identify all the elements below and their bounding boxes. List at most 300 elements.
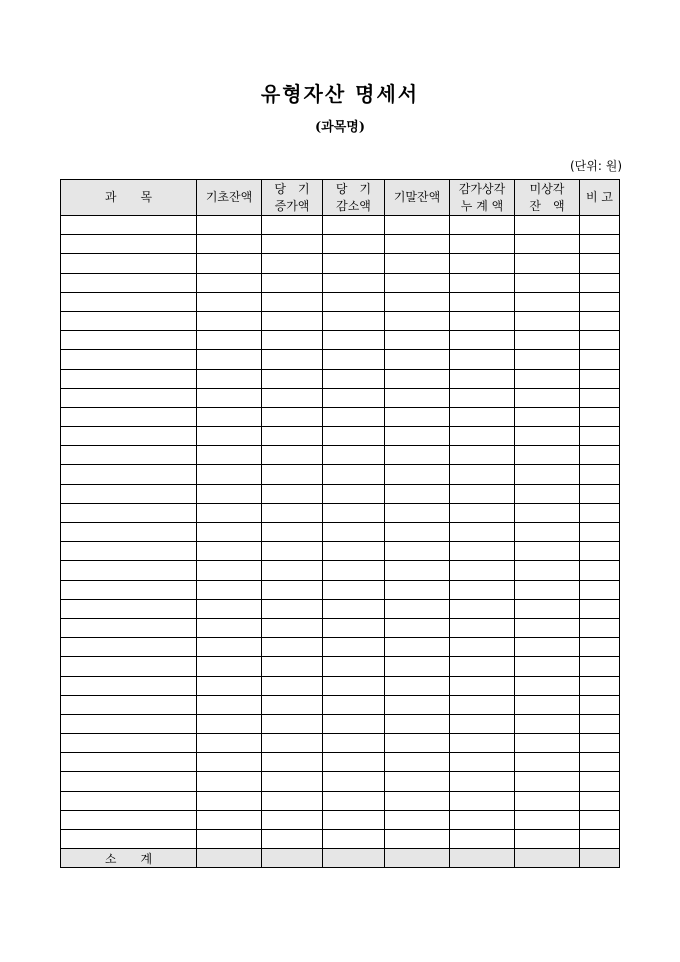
table-cell[interactable]: [450, 523, 515, 542]
table-cell[interactable]: [323, 676, 385, 695]
table-cell[interactable]: [262, 273, 323, 292]
table-cell[interactable]: [450, 810, 515, 829]
table-cell[interactable]: [580, 388, 620, 407]
table-cell[interactable]: [197, 273, 262, 292]
table-cell[interactable]: [323, 523, 385, 542]
table-cell[interactable]: [197, 407, 262, 426]
table-cell[interactable]: [385, 427, 450, 446]
table-cell[interactable]: [61, 350, 197, 369]
table-cell[interactable]: [450, 273, 515, 292]
table-cell[interactable]: [262, 465, 323, 484]
table-cell[interactable]: [262, 388, 323, 407]
table-cell[interactable]: [197, 350, 262, 369]
table-cell[interactable]: [385, 273, 450, 292]
table-cell[interactable]: [197, 695, 262, 714]
table-cell[interactable]: [61, 235, 197, 254]
table-cell[interactable]: [515, 599, 580, 618]
table-cell[interactable]: [323, 734, 385, 753]
table-cell[interactable]: [580, 503, 620, 522]
header-undepreciated-balance-line2: 잔 액: [529, 198, 565, 213]
table-cell[interactable]: [450, 676, 515, 695]
table-cell[interactable]: [61, 830, 197, 849]
table-cell[interactable]: [580, 427, 620, 446]
subtotal-cell[interactable]: [450, 849, 515, 868]
table-cell[interactable]: [580, 618, 620, 637]
header-remarks: [580, 180, 620, 216]
table-cell[interactable]: [262, 427, 323, 446]
table-cell[interactable]: [385, 369, 450, 388]
table-cell[interactable]: [580, 599, 620, 618]
header-account-label: 과 목: [104, 190, 153, 204]
table-row: [61, 753, 620, 772]
table-row: [61, 292, 620, 311]
header-current-increase-line2: 증가액: [274, 198, 310, 213]
table-cell[interactable]: [450, 369, 515, 388]
table-cell[interactable]: [385, 503, 450, 522]
subtotal-cell[interactable]: [580, 849, 620, 868]
table-cell[interactable]: [450, 407, 515, 426]
table-row: [61, 407, 620, 426]
table-cell[interactable]: [450, 216, 515, 235]
table-cell[interactable]: [515, 331, 580, 350]
table-cell[interactable]: [197, 580, 262, 599]
table-cell[interactable]: [385, 292, 450, 311]
table-cell[interactable]: [515, 734, 580, 753]
table-cell[interactable]: [580, 580, 620, 599]
table-cell[interactable]: [323, 407, 385, 426]
table-cell[interactable]: [323, 254, 385, 273]
table-cell[interactable]: [515, 791, 580, 810]
table-cell[interactable]: [323, 599, 385, 618]
table-cell[interactable]: [323, 542, 385, 561]
table-cell[interactable]: [61, 676, 197, 695]
table-cell[interactable]: [262, 753, 323, 772]
table-row: [61, 695, 620, 714]
table-cell[interactable]: [450, 235, 515, 254]
table-cell[interactable]: [450, 580, 515, 599]
table-cell[interactable]: [323, 618, 385, 637]
table-cell[interactable]: [323, 484, 385, 503]
table-cell[interactable]: [515, 369, 580, 388]
table-cell[interactable]: [580, 273, 620, 292]
table-cell[interactable]: [323, 753, 385, 772]
table-cell[interactable]: [323, 830, 385, 849]
table-cell[interactable]: [323, 427, 385, 446]
table-cell[interactable]: [450, 427, 515, 446]
table-cell[interactable]: [515, 638, 580, 657]
table-cell[interactable]: [262, 810, 323, 829]
subtotal-cell[interactable]: [385, 849, 450, 868]
table-cell[interactable]: [61, 561, 197, 580]
table-cell[interactable]: [385, 523, 450, 542]
table-cell[interactable]: [385, 599, 450, 618]
table-cell[interactable]: [61, 292, 197, 311]
table-cell[interactable]: [323, 311, 385, 330]
subtotal-cell[interactable]: [323, 849, 385, 868]
table-cell[interactable]: [262, 734, 323, 753]
table-cell[interactable]: [61, 254, 197, 273]
table-row: [61, 254, 620, 273]
table-cell[interactable]: [197, 618, 262, 637]
table-cell[interactable]: [323, 292, 385, 311]
table-cell[interactable]: [262, 772, 323, 791]
table-cell[interactable]: [515, 273, 580, 292]
table-cell[interactable]: [385, 311, 450, 330]
table-cell[interactable]: [262, 791, 323, 810]
table-cell[interactable]: [61, 523, 197, 542]
table-cell[interactable]: [262, 446, 323, 465]
table-cell[interactable]: [450, 618, 515, 637]
table-cell[interactable]: [197, 714, 262, 733]
table-cell[interactable]: [385, 216, 450, 235]
table-cell[interactable]: [323, 561, 385, 580]
table-cell[interactable]: [197, 657, 262, 676]
table-cell[interactable]: [385, 753, 450, 772]
table-row: [61, 484, 620, 503]
table-cell[interactable]: [61, 638, 197, 657]
table-cell[interactable]: [385, 714, 450, 733]
table-cell[interactable]: [61, 657, 197, 676]
header-opening-balance: [197, 180, 262, 216]
table-cell[interactable]: [450, 830, 515, 849]
table-cell[interactable]: [580, 331, 620, 350]
table-cell[interactable]: [450, 503, 515, 522]
table-cell[interactable]: [450, 292, 515, 311]
table-cell[interactable]: [262, 618, 323, 637]
table-cell[interactable]: [61, 695, 197, 714]
table-cell[interactable]: [323, 350, 385, 369]
table-cell[interactable]: [515, 235, 580, 254]
table-cell[interactable]: [385, 561, 450, 580]
table-cell[interactable]: [61, 427, 197, 446]
table-cell[interactable]: [385, 465, 450, 484]
table-cell[interactable]: [61, 618, 197, 637]
table-cell[interactable]: [515, 580, 580, 599]
subtotal-cell[interactable]: [515, 849, 580, 868]
table-cell[interactable]: [385, 695, 450, 714]
table-cell[interactable]: [197, 734, 262, 753]
table-cell[interactable]: [197, 446, 262, 465]
table-cell[interactable]: [197, 676, 262, 695]
table-cell[interactable]: [197, 311, 262, 330]
table-cell[interactable]: [262, 542, 323, 561]
table-row: [61, 369, 620, 388]
table-cell[interactable]: [262, 714, 323, 733]
table-cell[interactable]: [197, 638, 262, 657]
table-cell[interactable]: [61, 446, 197, 465]
table-cell[interactable]: [197, 216, 262, 235]
table-cell[interactable]: [385, 657, 450, 676]
header-accumulated-depreciation-line2: 누 계 액: [460, 198, 504, 213]
table-cell[interactable]: [385, 638, 450, 657]
table-cell[interactable]: [450, 695, 515, 714]
table-cell[interactable]: [197, 599, 262, 618]
table-cell[interactable]: [197, 254, 262, 273]
table-cell[interactable]: [580, 791, 620, 810]
table-cell[interactable]: [515, 523, 580, 542]
table-cell[interactable]: [450, 561, 515, 580]
table-cell[interactable]: [580, 235, 620, 254]
table-cell[interactable]: [580, 292, 620, 311]
table-cell[interactable]: [197, 791, 262, 810]
table-cell[interactable]: [323, 216, 385, 235]
table-cell[interactable]: [262, 523, 323, 542]
subtotal-cell[interactable]: [197, 849, 262, 868]
table-cell[interactable]: [450, 465, 515, 484]
table-cell[interactable]: [385, 484, 450, 503]
table-cell[interactable]: [323, 235, 385, 254]
document-title: 유형자산 명세서: [260, 82, 420, 106]
table-cell[interactable]: [450, 484, 515, 503]
table-header-row: [61, 180, 620, 216]
subtotal-cell[interactable]: [262, 849, 323, 868]
table-cell[interactable]: [580, 657, 620, 676]
table-cell[interactable]: [323, 580, 385, 599]
table-cell[interactable]: [580, 638, 620, 657]
table-cell[interactable]: [580, 753, 620, 772]
table-cell[interactable]: [450, 542, 515, 561]
table-cell[interactable]: [323, 772, 385, 791]
table-cell[interactable]: [323, 273, 385, 292]
table-cell[interactable]: [61, 772, 197, 791]
table-cell[interactable]: [515, 465, 580, 484]
table-cell[interactable]: [580, 484, 620, 503]
table-cell[interactable]: [262, 407, 323, 426]
table-cell[interactable]: [262, 235, 323, 254]
table-cell[interactable]: [580, 830, 620, 849]
table-cell[interactable]: [385, 331, 450, 350]
table-cell[interactable]: [323, 657, 385, 676]
table-cell[interactable]: [197, 772, 262, 791]
table-cell[interactable]: [262, 638, 323, 657]
table-cell[interactable]: [580, 523, 620, 542]
table-cell[interactable]: [580, 734, 620, 753]
table-cell[interactable]: [515, 292, 580, 311]
table-cell[interactable]: [515, 561, 580, 580]
table-cell[interactable]: [197, 503, 262, 522]
table-cell[interactable]: [450, 753, 515, 772]
table-cell[interactable]: [385, 580, 450, 599]
table-cell[interactable]: [323, 369, 385, 388]
table-cell[interactable]: [385, 791, 450, 810]
table-cell[interactable]: [580, 465, 620, 484]
table-cell[interactable]: [323, 810, 385, 829]
table-cell[interactable]: [580, 676, 620, 695]
table-row: [61, 542, 620, 561]
table-cell[interactable]: [450, 772, 515, 791]
table-cell[interactable]: [61, 753, 197, 772]
table-cell[interactable]: [262, 254, 323, 273]
table-cell[interactable]: [323, 465, 385, 484]
table-cell[interactable]: [262, 830, 323, 849]
header-current-decrease-line1: 당 기: [335, 181, 372, 196]
table-cell[interactable]: [580, 446, 620, 465]
table-cell[interactable]: [515, 830, 580, 849]
table-cell[interactable]: [450, 388, 515, 407]
table-cell[interactable]: [450, 657, 515, 676]
table-cell[interactable]: [580, 695, 620, 714]
table-cell[interactable]: [61, 542, 197, 561]
table-cell[interactable]: [323, 331, 385, 350]
table-cell[interactable]: [197, 523, 262, 542]
table-cell[interactable]: [385, 830, 450, 849]
table-cell[interactable]: [197, 388, 262, 407]
table-cell[interactable]: [580, 350, 620, 369]
table-cell[interactable]: [262, 292, 323, 311]
table-cell[interactable]: [61, 580, 197, 599]
table-cell[interactable]: [515, 657, 580, 676]
table-cell[interactable]: [385, 618, 450, 637]
table-cell[interactable]: [197, 292, 262, 311]
table-cell[interactable]: [515, 254, 580, 273]
table-cell[interactable]: [515, 484, 580, 503]
table-cell[interactable]: [61, 503, 197, 522]
table-cell[interactable]: [385, 734, 450, 753]
table-cell[interactable]: [61, 791, 197, 810]
table-cell[interactable]: [450, 446, 515, 465]
table-cell[interactable]: [450, 638, 515, 657]
table-cell[interactable]: [61, 599, 197, 618]
table-row: [61, 523, 620, 542]
table-cell[interactable]: [515, 446, 580, 465]
table-cell[interactable]: [580, 407, 620, 426]
table-cell[interactable]: [197, 542, 262, 561]
table-cell[interactable]: [515, 216, 580, 235]
table-cell[interactable]: [262, 216, 323, 235]
table-row: [61, 676, 620, 695]
table-cell[interactable]: [580, 216, 620, 235]
table-cell[interactable]: [515, 407, 580, 426]
table-cell[interactable]: [385, 676, 450, 695]
table-row: [61, 388, 620, 407]
table-cell[interactable]: [323, 714, 385, 733]
table-cell[interactable]: [385, 254, 450, 273]
table-cell[interactable]: [197, 331, 262, 350]
table-cell[interactable]: [580, 311, 620, 330]
table-cell[interactable]: [580, 561, 620, 580]
table-cell[interactable]: [262, 676, 323, 695]
table-cell[interactable]: [197, 427, 262, 446]
table-cell[interactable]: [262, 331, 323, 350]
table-cell[interactable]: [61, 734, 197, 753]
table-cell[interactable]: [515, 772, 580, 791]
table-cell[interactable]: [385, 772, 450, 791]
table-cell[interactable]: [580, 714, 620, 733]
table-cell[interactable]: [515, 350, 580, 369]
table-cell[interactable]: [515, 676, 580, 695]
header-current-decrease-line2: 감소액: [336, 198, 371, 213]
table-cell[interactable]: [323, 446, 385, 465]
table-cell[interactable]: [515, 503, 580, 522]
table-cell[interactable]: [262, 561, 323, 580]
table-cell[interactable]: [197, 561, 262, 580]
table-cell[interactable]: [197, 369, 262, 388]
table-cell[interactable]: [515, 311, 580, 330]
table-cell[interactable]: [61, 311, 197, 330]
table-cell[interactable]: [515, 388, 580, 407]
table-cell[interactable]: [323, 388, 385, 407]
table-cell[interactable]: [515, 695, 580, 714]
table-cell[interactable]: [262, 580, 323, 599]
table-row: [61, 810, 620, 829]
table-cell[interactable]: [323, 695, 385, 714]
table-cell[interactable]: [450, 734, 515, 753]
table-cell[interactable]: [61, 810, 197, 829]
table-cell[interactable]: [323, 638, 385, 657]
table-cell[interactable]: [450, 350, 515, 369]
table-cell[interactable]: [262, 503, 323, 522]
table-cell[interactable]: [323, 791, 385, 810]
table-row: [61, 465, 620, 484]
table-cell[interactable]: [262, 695, 323, 714]
table-cell[interactable]: [580, 810, 620, 829]
table-cell[interactable]: [197, 753, 262, 772]
table-cell[interactable]: [385, 350, 450, 369]
table-cell[interactable]: [262, 657, 323, 676]
table-cell[interactable]: [61, 216, 197, 235]
table-cell[interactable]: [515, 714, 580, 733]
table-cell[interactable]: [385, 446, 450, 465]
table-row: [61, 427, 620, 446]
table-cell[interactable]: [515, 427, 580, 446]
table-cell[interactable]: [385, 235, 450, 254]
table-cell[interactable]: [197, 484, 262, 503]
table-cell[interactable]: [61, 465, 197, 484]
table-cell[interactable]: [515, 753, 580, 772]
table-row: [61, 599, 620, 618]
table-cell[interactable]: [61, 331, 197, 350]
table-cell[interactable]: [580, 254, 620, 273]
table-cell[interactable]: [450, 599, 515, 618]
table-cell[interactable]: [262, 484, 323, 503]
table-row: [61, 714, 620, 733]
table-cell[interactable]: [323, 503, 385, 522]
table-cell[interactable]: [385, 407, 450, 426]
header-current-increase: [262, 180, 323, 216]
table-cell[interactable]: [61, 714, 197, 733]
table-cell[interactable]: [515, 542, 580, 561]
header-remarks-label: 비 고: [586, 190, 613, 204]
table-cell[interactable]: [61, 369, 197, 388]
table-cell[interactable]: [61, 273, 197, 292]
table-cell[interactable]: [197, 830, 262, 849]
table-cell[interactable]: [450, 254, 515, 273]
table-cell[interactable]: [61, 388, 197, 407]
table-cell[interactable]: [197, 465, 262, 484]
table-cell[interactable]: [515, 810, 580, 829]
table-cell[interactable]: [450, 714, 515, 733]
table-cell[interactable]: [580, 772, 620, 791]
table-cell[interactable]: [450, 331, 515, 350]
table-cell[interactable]: [262, 599, 323, 618]
table-cell[interactable]: [450, 791, 515, 810]
table-cell[interactable]: [515, 618, 580, 637]
table-cell[interactable]: [385, 810, 450, 829]
table-cell[interactable]: [385, 388, 450, 407]
table-cell[interactable]: [61, 407, 197, 426]
table-cell[interactable]: [262, 369, 323, 388]
table-cell[interactable]: [61, 484, 197, 503]
table-cell[interactable]: [385, 542, 450, 561]
table-cell[interactable]: [197, 810, 262, 829]
table-cell[interactable]: [262, 311, 323, 330]
header-accumulated-depreciation-line1: 감가상각: [458, 181, 506, 196]
table-cell[interactable]: [580, 369, 620, 388]
table-cell[interactable]: [580, 542, 620, 561]
table-cell[interactable]: [450, 311, 515, 330]
table-cell[interactable]: [197, 235, 262, 254]
table-cell[interactable]: [262, 350, 323, 369]
